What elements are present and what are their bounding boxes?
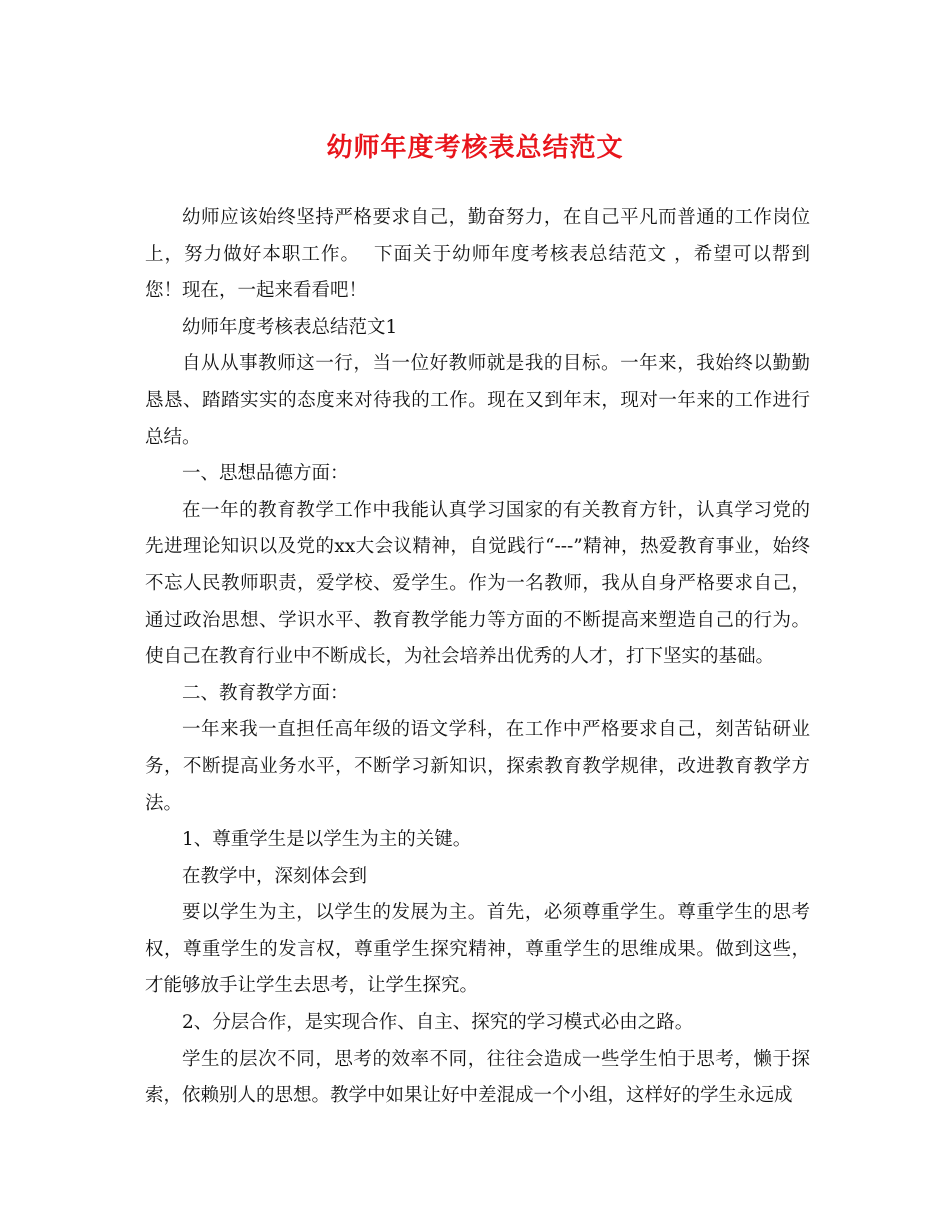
- list-item-heading: 1、尊重学生是以学生为主的关键。: [182, 829, 472, 851]
- list-item-heading: 2、分层合作，是实现合作、自主、探究的学习模式必由之路。: [182, 1012, 694, 1034]
- subsection-heading: 一、思想品德方面：: [182, 463, 349, 485]
- document-title: 幼师年度考核表总结范文: [326, 133, 624, 163]
- document-body: [145, 200, 810, 1115]
- paragraph: 要以学生为主，以学生的发展为主。首先，必须尊重学生。尊重学生的思考权，尊重学生的发言权，尊重学生探究精神，尊重学生的思维成果。做到这些，才能够放手让学生去思考，让学生探究。: [145, 902, 810, 997]
- paragraph-intro: 幼师应该始终坚持严格要求自己，勤奋努力，在自己平凡而普通的工作岗位上，努力做好本职工作。 下面关于幼师年度考核表总结范文 ，希望可以帮到您！现在，一起来看看吧！: [145, 207, 810, 302]
- section-heading: 幼师年度考核表总结范文1: [182, 316, 398, 338]
- subsection-heading: 二、教育教学方面：: [182, 682, 349, 704]
- paragraph: 在教学中，深刻体会到: [182, 865, 368, 887]
- paragraph: 在一年的教育教学工作中我能认真学习国家的有关教育方针，认真学习党的先进理论知识以及党的xx大会议精神，自觉践行“---”精神，热爱教育事业，始终不忘人民教师职责，爱学校、爱学生。作为一名教师，我从自身严格要求自己，通过政治思想、学识水平、教育教学能力等方面的不断提高来塑造自己的行为。使自己在教育行业中不断成长，为社会培养出优秀的人才，打下坚实的基础。: [145, 499, 810, 668]
- paragraph: 学生的层次不同，思考的效率不同，往往会造成一些学生怕于思考，懒于探索，依赖别人的思想。教学中如果让好中差混成一个小组，这样好的学生永远成: [145, 1048, 810, 1107]
- paragraph: 自从从事教师这一行，当一位好教师就是我的目标。一年来，我始终以勤勤恳恳、踏踏实实的态度来对待我的工作。现在又到年末，现对一年来的工作进行总结。: [145, 353, 810, 448]
- paragraph: 一年来我一直担任高年级的语文学科，在工作中严格要求自己，刻苦钻研业务，不断提高业务水平，不断学习新知识，探索教育教学规律，改进教育教学方法。: [145, 719, 810, 814]
